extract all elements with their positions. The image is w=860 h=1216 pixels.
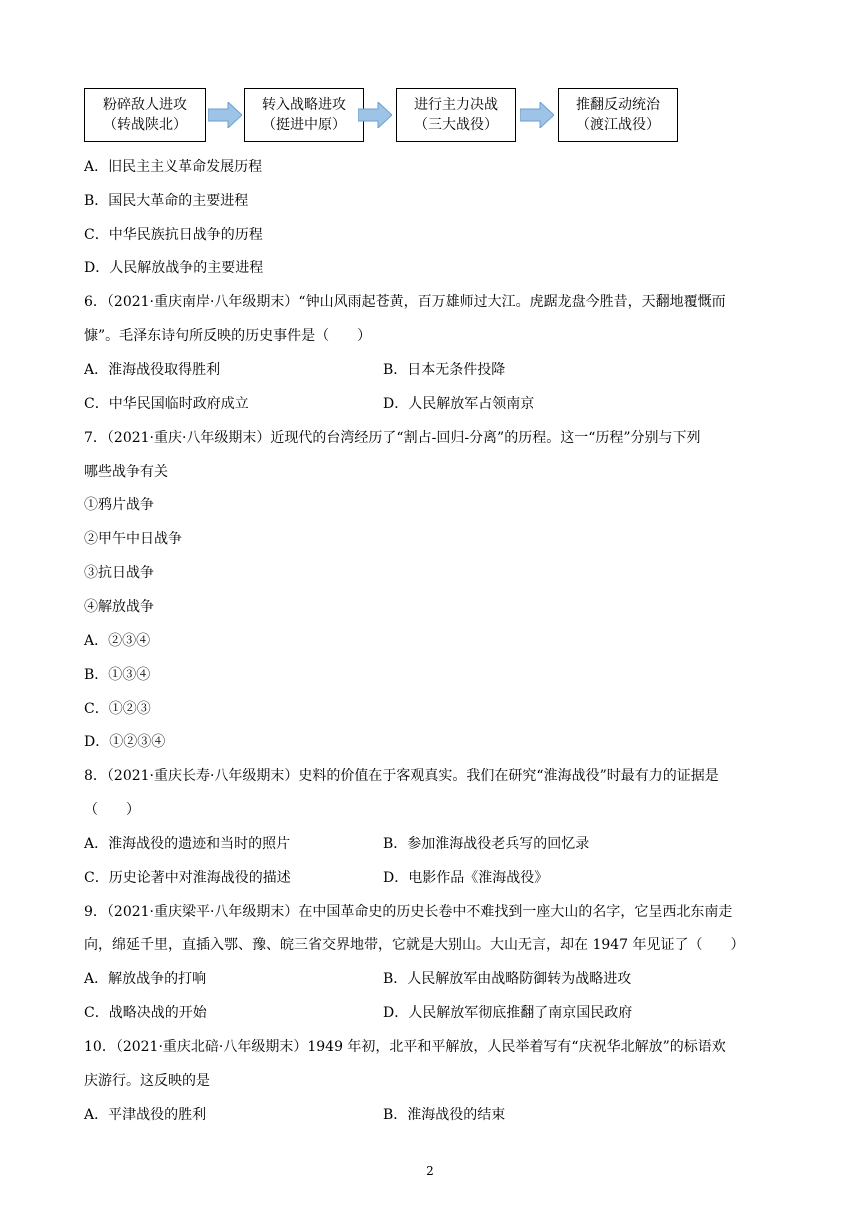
flow-box-4-line2: （渡江战役） — [576, 117, 660, 133]
q8-stem-line1: 8．（2021·重庆长寿·八年级期末）史料的价值在于客观真实。我们在研究“淮海战役”时最有力的证据是 — [84, 768, 719, 784]
arrow-right-icon — [208, 102, 242, 128]
q10-option-b: B．淮海战役的结束 — [383, 1107, 506, 1123]
q8-stem-line2: （ ） — [84, 802, 140, 818]
flow-box-4 — [558, 88, 678, 142]
q7-item-4: ④解放战争 — [84, 599, 154, 615]
flow-box-3 — [396, 88, 516, 142]
q8-option-d: D．电影作品《淮海战役》 — [383, 870, 549, 886]
arrow-right-icon — [520, 102, 554, 128]
q9-stem-line2: 向，绵延千里，直插入鄂、豫、皖三省交界地带，它就是大别山。大山无言，却在 1947 年见证了（ ） — [84, 937, 745, 953]
q6-option-d: D．人民解放军占领南京 — [383, 396, 535, 412]
q9-option-d: D．人民解放军彻底推翻了南京国民政府 — [383, 1005, 633, 1021]
q7-item-3: ③抗日战争 — [84, 565, 154, 581]
page-number: 2 — [426, 1164, 434, 1178]
q6-option-a: A．淮海战役取得胜利 — [84, 362, 221, 378]
q9-stem-line1: 9．（2021·重庆梁平·八年级期末）在中国革命史的历史长卷中不难找到一座大山的名字，它呈西北东南走 — [84, 904, 733, 920]
flow-box-3-line1: 进行主力决战 — [414, 97, 498, 113]
q5-option-c: C．中华民族抗日战争的历程 — [84, 227, 263, 243]
q6-stem-line1: 6．（2021·重庆南岸·八年级期末）“钟山风雨起苍黄，百万雄师过大江。虎踞龙盘今胜昔，天翻地覆慨而 — [84, 294, 726, 310]
q7-item-1: ①鸦片战争 — [84, 497, 154, 513]
q7-stem-line1: 7．（2021·重庆·八年级期末）近现代的台湾经历了“割占-回归-分离”的历程。这一“历程”分别与下列 — [84, 430, 701, 446]
q5-option-d: D．人民解放战争的主要进程 — [84, 260, 264, 276]
q6-stem-line2: 慷”。毛泽东诗句所反映的历史事件是（ ） — [84, 328, 372, 344]
q8-option-a: A．淮海战役的遗迹和当时的照片 — [84, 836, 291, 852]
flow-box-2 — [244, 88, 364, 142]
q7-option-b: B．①③④ — [84, 667, 151, 683]
q9-option-b: B．人民解放军由战略防御转为战略进攻 — [383, 971, 632, 987]
q10-option-a: A．平津战役的胜利 — [84, 1107, 207, 1123]
arrow-right-icon — [358, 102, 392, 128]
flow-box-1-line1: 粉碎敌人进攻 — [103, 97, 187, 113]
q6-option-c: C．中华民国临时政府成立 — [84, 396, 249, 412]
flow-box-3-line2: （三大战役） — [414, 117, 498, 133]
q9-option-a: A．解放战争的打响 — [84, 971, 207, 987]
q7-item-2: ②甲午中日战争 — [84, 531, 182, 547]
q8-option-c: C．历史论著中对淮海战役的描述 — [84, 870, 291, 886]
q7-option-c: C．①②③ — [84, 701, 151, 717]
q5-option-a: A．旧民主主义革命发展历程 — [84, 159, 263, 175]
flow-box-2-line1: 转入战略进攻 — [262, 97, 346, 113]
q10-stem-line2: 庆游行。这反映的是 — [84, 1073, 210, 1089]
flow-box-1 — [84, 88, 206, 142]
flow-box-2-line2: （挺进中原） — [262, 117, 346, 133]
q8-option-b: B．参加淮海战役老兵写的回忆录 — [383, 836, 590, 852]
q7-option-a: A．②③④ — [84, 633, 151, 649]
flowchart — [84, 88, 684, 144]
q7-stem-line2: 哪些战争有关 — [84, 464, 168, 480]
q7-option-d: D．①②③④ — [84, 734, 166, 750]
q10-stem-line1: 10．（2021·重庆北碚·八年级期末）1949 年初，北平和平解放，人民举着写有“庆祝华北解放”的标语欢 — [84, 1039, 726, 1055]
q5-option-b: B．国民大革命的主要进程 — [84, 193, 249, 209]
q9-option-c: C．战略决战的开始 — [84, 1005, 207, 1021]
flow-box-4-line1: 推翻反动统治 — [576, 97, 660, 113]
q6-option-b: B．日本无条件投降 — [383, 362, 506, 378]
flow-box-1-line2: （转战陕北） — [103, 117, 187, 133]
